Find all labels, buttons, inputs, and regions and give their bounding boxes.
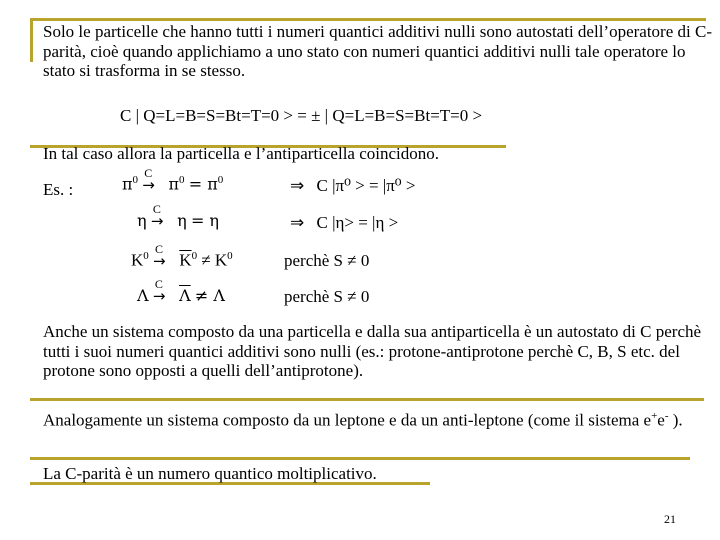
ket-close-2: >	[472, 106, 483, 125]
divider-lepton	[30, 457, 690, 460]
accent-bar	[30, 18, 33, 62]
particle-kaon: K	[131, 250, 144, 270]
arrow-icon: →	[150, 212, 164, 230]
multiplicative-sentence: La C-parità è un numero quantico moltiplicativo.	[43, 464, 377, 483]
not-equal-lambda: ≠ Λ	[194, 286, 225, 305]
result-pi: π	[168, 174, 180, 194]
arrow-icon: →	[142, 175, 155, 194]
particle-pi: π	[122, 174, 133, 194]
result-antikaon: $\overline{K}$	[179, 250, 192, 270]
ket-close-1: >	[283, 106, 294, 125]
divider-top	[30, 18, 706, 21]
divider-composite	[30, 398, 704, 401]
particle-pi-charge: 0	[132, 174, 139, 186]
implies-icon: ⇒	[290, 213, 305, 233]
equation-mid: = ± | Q=L=B=S=Bt=T=0	[297, 106, 469, 125]
c-operator-label: C	[152, 202, 161, 216]
particle-eta: η	[137, 211, 147, 230]
particle-kaon-charge: 0	[143, 250, 149, 262]
lepton-close: ).	[668, 410, 683, 430]
example-row-pi	[122, 165, 224, 195]
note-row-kaon: perchè S ≠ 0	[284, 251, 370, 270]
lepton-e: e	[657, 410, 665, 430]
note-row-lambda: perchè S ≠ 0	[284, 287, 370, 306]
not-equal-kaon-charge: 0	[227, 250, 233, 262]
c-operator-label: C	[154, 277, 163, 291]
equation	[120, 106, 482, 125]
example-row-eta	[137, 202, 220, 231]
lepton-plus: +	[651, 410, 658, 422]
c-operator-label: C	[144, 165, 153, 180]
example-label: Es. :	[43, 180, 74, 199]
result-eta: η	[177, 211, 187, 230]
lepton-text: Analogamente un sistema composto da un leptone e da un anti-leptone (come il sistema e	[43, 410, 652, 430]
coincide-sentence: In tal caso allora la particella e l’antiparticella coincidono.	[43, 144, 440, 163]
implies-icon: ⇒	[290, 176, 305, 196]
composite-paragraph: Anche un sistema composto da una particella e dalla sua antiparticella è un autostato di C perchè tutti i suoi numeri quantici additivi sono nulli (es.: protone-antiprotone perchè C, B, S etc. del protone sono opposti a quelli dell’antiprotone).	[43, 322, 702, 380]
arrow-icon: →	[152, 287, 166, 305]
c-operator-arrow	[153, 241, 175, 271]
result-pi-charge: 0	[179, 174, 185, 186]
particle-lambda: Λ	[137, 286, 149, 305]
result-antikaon-charge: 0	[191, 250, 198, 262]
arrow-icon: →	[153, 251, 166, 270]
not-equal-kaon: ≠ K	[201, 250, 228, 270]
example-row-lambda	[137, 277, 225, 306]
lepton-paragraph	[43, 407, 703, 430]
equation-left: C | Q=L=B=S=Bt=T=0	[120, 106, 280, 125]
page-number: 21	[664, 512, 676, 526]
equals-pi: = π	[188, 174, 218, 194]
equals-eta: = η	[190, 211, 220, 230]
result-antilambda: $\overline{\Lambda}$	[179, 286, 191, 305]
eigen-row-pi	[290, 176, 415, 196]
c-operator-arrow	[142, 165, 164, 195]
example-row-kaon	[131, 241, 233, 271]
equals-pi-charge: 0	[217, 174, 224, 186]
eigen-eta: C |η> = |η >	[316, 213, 399, 232]
lepton-minus: -	[664, 410, 669, 422]
eigen-pi: C |π⁰ > = |π⁰ >	[316, 176, 416, 195]
c-operator-arrow	[152, 277, 175, 306]
eigen-row-eta	[290, 213, 398, 233]
intro-paragraph: Solo le particelle che hanno tutti i numeri quantici additivi nulli sono autostati dell’operatore di C-parità, cioè quando applichiamo a uno stato con numeri quantici additivi nulli tale operatore lo stato si trasforma in se stesso.	[43, 22, 712, 80]
c-operator-arrow	[150, 202, 173, 231]
c-operator-label: C	[155, 241, 164, 256]
